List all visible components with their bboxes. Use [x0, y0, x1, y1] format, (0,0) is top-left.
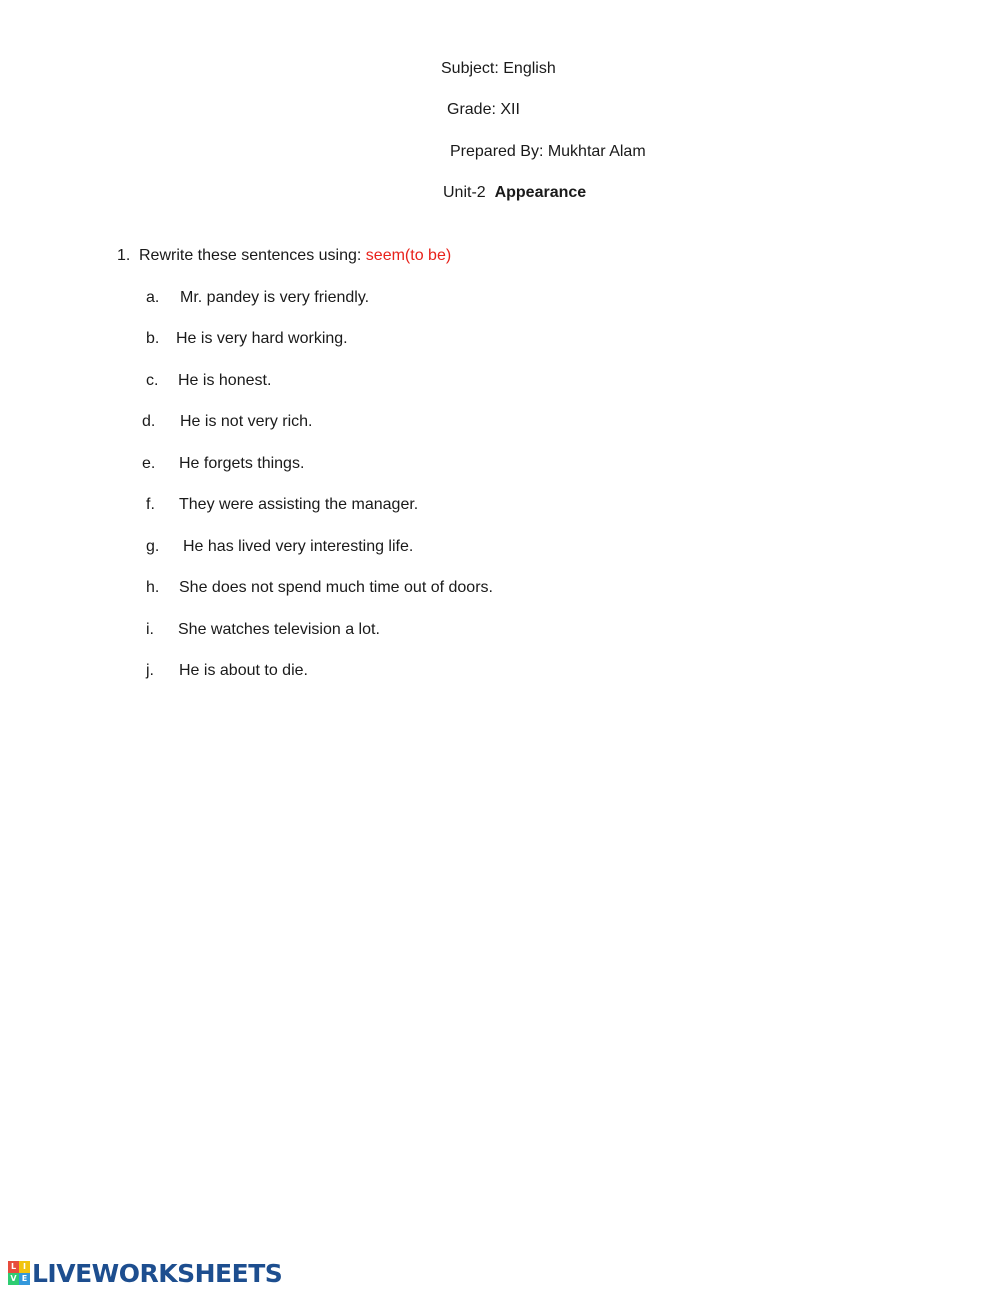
- unit-title: Appearance: [494, 184, 587, 201]
- question-1: [117, 246, 451, 266]
- list-item-text: She does not spend much time out of doors.: [179, 579, 493, 596]
- subject-line: Subject: English: [441, 60, 556, 77]
- list-item-text: She watches television a lot.: [178, 621, 380, 638]
- list-item-text: He is not very rich.: [180, 413, 313, 430]
- question-prompt: Rewrite these sentences using:: [139, 247, 366, 264]
- list-item-letter: c.: [146, 372, 159, 389]
- list-item-letter: i.: [146, 621, 154, 638]
- question-number: 1.: [117, 247, 131, 264]
- logo-text: LIVEWORKSHEETS: [32, 1258, 283, 1288]
- list-item-text: He is very hard working.: [176, 330, 348, 347]
- list-item-text: They were assisting the manager.: [179, 496, 419, 513]
- list-item-letter: h.: [146, 579, 160, 596]
- logo-mark-letter: L: [8, 1261, 19, 1273]
- grade-line: Grade: XII: [447, 101, 520, 118]
- question-highlight: seem(to be): [365, 247, 452, 264]
- list-item-text: He is honest.: [178, 372, 272, 389]
- logo-mark-letter: E: [19, 1273, 30, 1285]
- list-item-letter: b.: [146, 330, 160, 347]
- liveworksheets-logo: [8, 1258, 282, 1288]
- logo-mark-icon: [8, 1261, 30, 1285]
- list-item-letter: e.: [142, 455, 156, 472]
- list-item-letter: d.: [142, 413, 156, 430]
- logo-mark-letter: V: [8, 1273, 19, 1285]
- prepared-by-line: Prepared By: Mukhtar Alam: [450, 143, 646, 160]
- list-item-text: He is about to die.: [179, 662, 308, 679]
- list-item-text: He has lived very interesting life.: [183, 538, 414, 555]
- list-item-letter: j.: [146, 662, 154, 679]
- list-item-text: Mr. pandey is very friendly.: [180, 289, 370, 306]
- unit-prefix: Unit-2: [443, 184, 486, 201]
- list-item-text: He forgets things.: [179, 455, 305, 472]
- list-item-letter: f.: [146, 496, 155, 513]
- list-item-letter: a.: [146, 289, 160, 306]
- list-item-letter: g.: [146, 538, 160, 555]
- unit-line: [443, 183, 586, 203]
- logo-mark-letter: I: [19, 1261, 30, 1273]
